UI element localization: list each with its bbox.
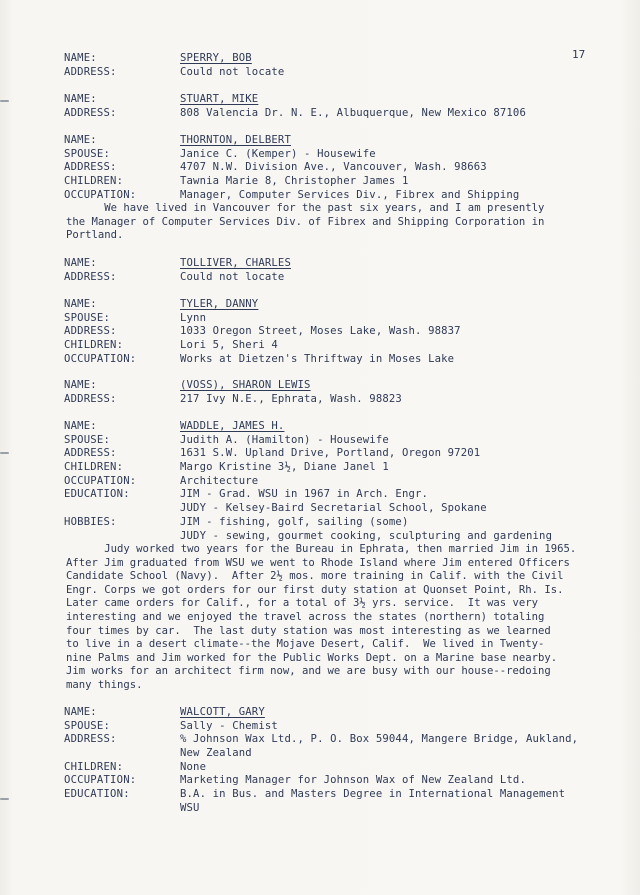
field-value: None (180, 760, 207, 773)
paragraph-line: the Manager of Computer Services Div. of Fibrex and Shipping Corporation in (66, 215, 545, 228)
field-label: ADDRESS: (64, 447, 117, 460)
field-value: JUDY - sewing, gourmet cooking, sculpturing and gardening (180, 529, 553, 542)
field-value: Lori 5, Sheri 4 (180, 339, 278, 352)
field-value: Architecture (180, 474, 259, 487)
field-label: NAME: (64, 134, 97, 146)
field-label: ADDRESS: (64, 392, 117, 405)
field-label: NAME: (64, 379, 97, 391)
field-label: EDUCATION: (64, 488, 130, 501)
paragraph-line: to live in a desert climate--the Mojave Desert, Calif. We lived in Twenty- (66, 638, 545, 651)
field-label: OCCUPATION: (64, 352, 137, 365)
field-label: OCCUPATION: (64, 188, 137, 201)
entry-stuart (0, 93, 640, 120)
field-label: ADDRESS: (64, 65, 117, 78)
field-label: ADDRESS: (64, 161, 117, 174)
paragraph-line: Candidate School (Navy). After 2½ mos. more training in Calif. with the Civil (66, 570, 564, 583)
entry-tyler (0, 298, 640, 366)
page-number: 17 (572, 48, 586, 61)
entry-name: SPERRY, BOB (180, 52, 252, 64)
field-label: NAME: (64, 706, 97, 718)
paragraph-line: Jim works for an architect firm now, and we are busy with our house--redoing (66, 665, 551, 678)
field-value: B.A. in Bus. and Masters Degree in International Management (180, 788, 566, 801)
field-label: ADDRESS: (64, 325, 117, 338)
thornton-paragraph (66, 202, 611, 243)
paragraph-line: interesting and we enjoyed the travel across the states (northern) totaling (66, 610, 545, 623)
field-value: Works at Dietzen's Thriftway in Moses Lake (180, 352, 455, 365)
waddle-paragraph (66, 543, 611, 693)
field-label: NAME: (64, 93, 97, 105)
field-value: Margo Kristine 3½, Diane Janel 1 (180, 461, 389, 474)
field-label: SPOUSE: (64, 147, 111, 160)
field-value: Janice C. (Kemper) - Housewife (180, 147, 376, 160)
entry-name: (VOSS), SHARON LEWIS (180, 379, 311, 391)
field-value: 4707 N.W. Division Ave., Vancouver, Wash. 98663 (180, 161, 487, 174)
field-label: CHILDREN: (64, 760, 124, 773)
field-value: JIM - fishing, golf, sailing (some) (180, 515, 409, 528)
field-value: New Zealand (180, 747, 252, 760)
field-label: NAME: (64, 298, 97, 310)
field-value: Judith A. (Hamilton) - Housewife (180, 433, 389, 446)
entry-name: THORNTON, DELBERT (180, 134, 291, 146)
field-label: NAME: (64, 52, 97, 64)
entry-walcott (0, 706, 640, 816)
paragraph-line: four times by car. The last duty station was most interesting as we learned (66, 624, 551, 637)
entry-waddle (0, 420, 640, 543)
entry-tolliver (0, 257, 640, 284)
paragraph-line: nine Palms and Jim worked for the Public Works Dept. on a Marine base nearby. (66, 651, 558, 664)
entry-name: TYLER, DANNY (180, 298, 259, 310)
field-value: 1033 Oregon Street, Moses Lake, Wash. 98837 (180, 325, 461, 338)
paragraph-line: Engr. Corps we got orders for our first duty station at Quonset Point, Rh. Is. (66, 583, 564, 596)
paragraph-line: Portland. (66, 229, 124, 242)
paragraph-line: After Jim graduated from WSU we went to Rhode Island where Jim entered Officers (66, 556, 570, 569)
entry-voss (0, 379, 640, 406)
field-value: JIM - Grad. WSU in 1967 in Arch. Engr. (180, 488, 429, 501)
field-label: OCCUPATION: (64, 774, 137, 787)
entry-name: WADDLE, JAMES H. (180, 420, 285, 432)
field-value: 808 Valencia Dr. N. E., Albuquerque, New Mexico 87106 (180, 106, 526, 119)
field-value: JUDY - Kelsey-Baird Secretarial School, Spokane (180, 502, 487, 515)
field-value: Lynn (180, 311, 207, 324)
field-label: ADDRESS: (64, 270, 117, 283)
field-value: Could not locate (180, 270, 285, 283)
field-value: % Johnson Wax Ltd., P. O. Box 59044, Mangere Bridge, Aukland, (180, 733, 579, 746)
paragraph-line: We have lived in Vancouver for the past six years, and I am presently (66, 202, 545, 214)
field-value: Could not locate (180, 65, 285, 78)
entry-sperry (0, 52, 640, 79)
entry-name: WALCOTT, GARY (180, 706, 265, 718)
paragraph-line: Judy worked two years for the Bureau in Ephrata, then married Jim in 1965. (66, 543, 577, 555)
field-label: NAME: (64, 420, 97, 432)
paragraph-line: many things. (66, 678, 143, 691)
field-label: CHILDREN: (64, 339, 124, 352)
field-value: WSU (180, 801, 200, 814)
field-label: ADDRESS: (64, 733, 117, 746)
field-value: Marketing Manager for Johnson Wax of New Zealand Ltd. (180, 774, 526, 787)
entry-name: TOLLIVER, CHARLES (180, 257, 291, 269)
entry-name: STUART, MIKE (180, 93, 259, 105)
field-value: Sally - Chemist (180, 719, 278, 732)
field-value: 217 Ivy N.E., Ephrata, Wash. 98823 (180, 392, 402, 405)
field-label: OCCUPATION: (64, 474, 137, 487)
field-label: EDUCATION: (64, 788, 130, 801)
field-label: CHILDREN: (64, 461, 124, 474)
field-label: SPOUSE: (64, 311, 111, 324)
field-label: NAME: (64, 257, 97, 269)
field-value: Tawnia Marie 8, Christopher James 1 (180, 175, 409, 188)
field-label: CHILDREN: (64, 175, 124, 188)
paragraph-line: Later came orders for Calif., for a total of 3½ yrs. service. It was very (66, 597, 538, 610)
field-value: 1631 S.W. Upland Drive, Portland, Oregon 97201 (180, 447, 481, 460)
entry-thornton (0, 134, 640, 202)
field-label: SPOUSE: (64, 433, 111, 446)
field-label: HOBBIES: (64, 515, 117, 528)
field-label: ADDRESS: (64, 106, 117, 119)
field-label: SPOUSE: (64, 719, 111, 732)
field-value: Manager, Computer Services Div., Fibrex and Shipping (180, 188, 520, 201)
